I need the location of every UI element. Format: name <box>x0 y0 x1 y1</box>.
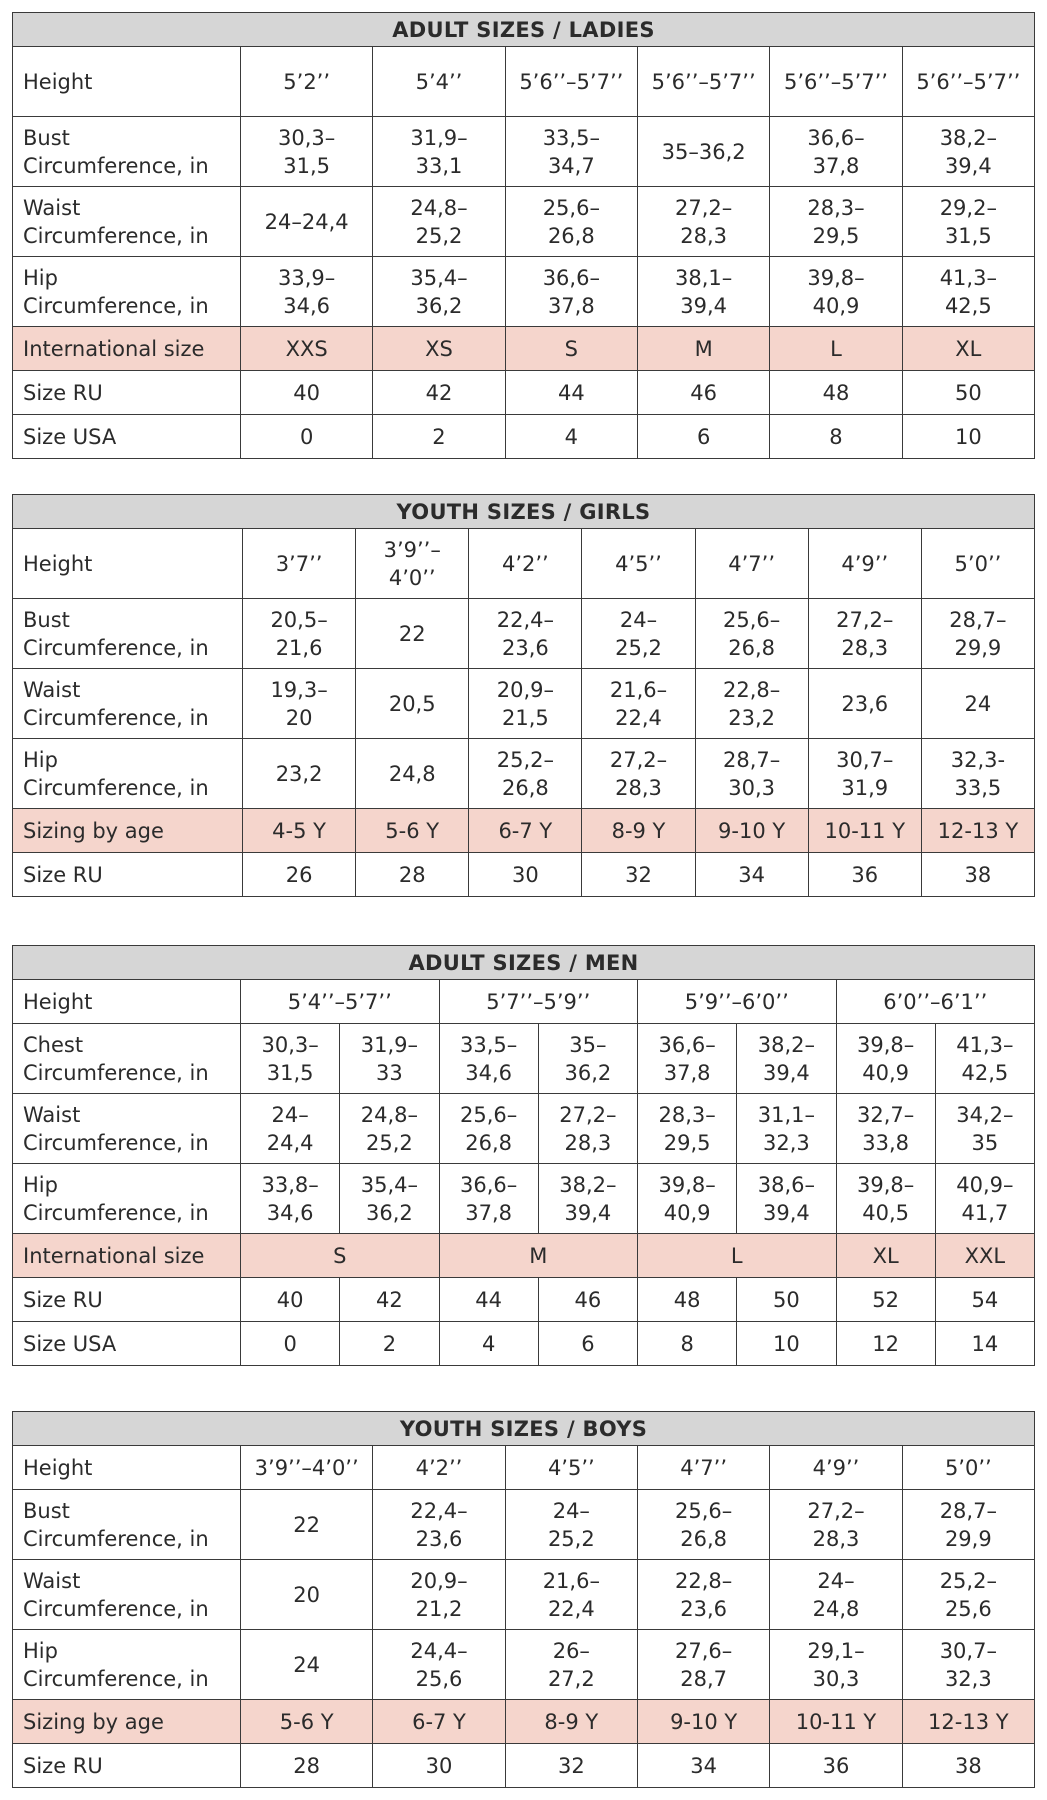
table-cell: 23,2 <box>243 739 356 809</box>
row-label: Bust Circumference, in <box>13 117 241 187</box>
table-cell: 12 <box>836 1322 935 1366</box>
table-cell: M <box>439 1234 638 1278</box>
table-row <box>13 529 1035 599</box>
table-cell: 8 <box>638 1322 737 1366</box>
row-label: International size <box>13 327 241 371</box>
table-cell: 8-9 Y <box>582 809 695 853</box>
row-label: Waist Circumference, in <box>13 1560 241 1630</box>
table-cell: 22,4– 23,6 <box>373 1490 505 1560</box>
table-cell: 24,8– 25,2 <box>340 1094 439 1164</box>
table-cell: 30,7– 32,3 <box>902 1630 1034 1700</box>
table-cell: 44 <box>505 371 637 415</box>
table-cell: 40 <box>241 1278 340 1322</box>
table-cell: 5-6 Y <box>356 809 469 853</box>
table-row <box>13 599 1035 669</box>
table-cell: 20,5 <box>356 669 469 739</box>
table-cell: XS <box>373 327 505 371</box>
table-cell: 25,2– 25,6 <box>902 1560 1034 1630</box>
table-cell: 39,8– 40,9 <box>770 257 902 327</box>
row-label: Waist Circumference, in <box>13 187 241 257</box>
table-cell: 33,9– 34,6 <box>241 257 373 327</box>
table-cell: 24,8 <box>356 739 469 809</box>
table-cell: 24 <box>921 669 1034 739</box>
table-cell: 31,9– 33,1 <box>373 117 505 187</box>
table-cell: 28,7– 29,9 <box>902 1490 1034 1560</box>
table-row <box>13 327 1035 371</box>
table-cell: 4’5’’ <box>582 529 695 599</box>
table-cell: 23,6 <box>808 669 921 739</box>
table-cell: 25,6– 26,8 <box>637 1490 769 1560</box>
row-label: Waist Circumference, in <box>13 1094 241 1164</box>
table-cell: 6 <box>538 1322 637 1366</box>
row-label: Chest Circumference, in <box>13 1024 241 1094</box>
table-cell: 27,6– 28,7 <box>637 1630 769 1700</box>
table-cell: 3’7’’ <box>243 529 356 599</box>
table-cell: 4’9’’ <box>770 1446 902 1490</box>
table-cell: 34,2– 35 <box>935 1094 1034 1164</box>
table-cell: 3’9’’–4’0’’ <box>241 1446 373 1490</box>
table-row <box>13 809 1035 853</box>
table-cell: 5’0’’ <box>902 1446 1034 1490</box>
table-row <box>13 47 1035 117</box>
table-cell: 4’2’’ <box>469 529 582 599</box>
table-cell: 4’7’’ <box>695 529 808 599</box>
table-row <box>13 1024 1035 1094</box>
table-cell: 25,2– 26,8 <box>469 739 582 809</box>
table-cell: 30 <box>469 853 582 897</box>
table-cell: 5’6’’–5’7’’ <box>637 47 769 117</box>
table-cell: 39,8– 40,9 <box>836 1024 935 1094</box>
table-cell: 0 <box>241 415 373 459</box>
table-cell: 25,6– 26,8 <box>505 187 637 257</box>
table-cell: XL <box>836 1234 935 1278</box>
row-label: Sizing by age <box>13 1700 241 1744</box>
table-cell: 28 <box>356 853 469 897</box>
table-cell: 24– 25,2 <box>582 599 695 669</box>
table-cell: 41,3– 42,5 <box>935 1024 1034 1094</box>
table-cell: L <box>638 1234 837 1278</box>
table-cell: XL <box>902 327 1034 371</box>
table-cell: 28,7– 29,9 <box>921 599 1034 669</box>
ladies-size-table <box>12 12 1035 459</box>
table-cell: S <box>505 327 637 371</box>
table-cell: 14 <box>935 1322 1034 1366</box>
table-row <box>13 669 1035 739</box>
table-cell: 5’6’’–5’7’’ <box>505 47 637 117</box>
table-cell: 33,5– 34,7 <box>505 117 637 187</box>
table-cell: 6-7 Y <box>373 1700 505 1744</box>
boys-size-table <box>12 1411 1035 1788</box>
table-cell: 5’9’’–6’0’’ <box>638 980 837 1024</box>
table-cell: 2 <box>340 1322 439 1366</box>
table-cell: 21,6– 22,4 <box>582 669 695 739</box>
table-cell: 33,8– 34,6 <box>241 1164 340 1234</box>
table-cell: 22 <box>356 599 469 669</box>
table-cell: 32 <box>582 853 695 897</box>
table-cell: 24,8– 25,2 <box>373 187 505 257</box>
table-cell: 50 <box>737 1278 836 1322</box>
table-cell: 28 <box>241 1744 373 1788</box>
table-cell: 46 <box>538 1278 637 1322</box>
table-cell: 35– 36,2 <box>538 1024 637 1094</box>
table-cell: 22 <box>241 1490 373 1560</box>
table-cell: L <box>770 327 902 371</box>
table-cell: 50 <box>902 371 1034 415</box>
girls-size-table <box>12 494 1035 897</box>
table-cell: 35,4– 36,2 <box>340 1164 439 1234</box>
table-cell: 30,3– 31,5 <box>241 1024 340 1094</box>
table-cell: 4 <box>505 415 637 459</box>
row-label: Waist Circumference, in <box>13 669 243 739</box>
table-row <box>13 1234 1035 1278</box>
table-title: ADULT SIZES / LADIES <box>13 13 1035 47</box>
table-cell: 10 <box>902 415 1034 459</box>
table-cell: 29,2– 31,5 <box>902 187 1034 257</box>
table-cell: 30,7– 31,9 <box>808 739 921 809</box>
table-cell: 36 <box>770 1744 902 1788</box>
table-cell: 5’4’’ <box>373 47 505 117</box>
table-cell: 12-13 Y <box>902 1700 1034 1744</box>
row-label: Height <box>13 47 241 117</box>
table-cell: 20,5– 21,6 <box>243 599 356 669</box>
table-title: YOUTH SIZES / BOYS <box>13 1412 1035 1446</box>
table-cell: 34 <box>695 853 808 897</box>
table-cell: 22,8– 23,2 <box>695 669 808 739</box>
table-cell: 27,2– 28,3 <box>582 739 695 809</box>
row-label: Bust Circumference, in <box>13 1490 241 1560</box>
table-row <box>13 1278 1035 1322</box>
table-cell: 4 <box>439 1322 538 1366</box>
table-cell: 10 <box>737 1322 836 1366</box>
table-cell: 30,3– 31,5 <box>241 117 373 187</box>
table-row <box>13 1094 1035 1164</box>
table-cell: 10-11 Y <box>808 809 921 853</box>
table-cell: 8-9 Y <box>505 1700 637 1744</box>
table-cell: 4’5’’ <box>505 1446 637 1490</box>
table-row <box>13 1744 1035 1788</box>
table-cell: 39,8– 40,9 <box>638 1164 737 1234</box>
table-row <box>13 415 1035 459</box>
table-cell: 39,8– 40,5 <box>836 1164 935 1234</box>
table-row <box>13 980 1035 1024</box>
table-cell: 28,3– 29,5 <box>638 1094 737 1164</box>
table-cell: 32,3- 33,5 <box>921 739 1034 809</box>
table-cell: 42 <box>340 1278 439 1322</box>
table-cell: 31,9– 33 <box>340 1024 439 1094</box>
table-cell: 5-6 Y <box>241 1700 373 1744</box>
table-row <box>13 739 1035 809</box>
row-label: Hip Circumference, in <box>13 1630 241 1700</box>
table-cell: 38,1– 39,4 <box>637 257 769 327</box>
table-cell: 5’4’’–5’7’’ <box>241 980 440 1024</box>
table-cell: 33,5– 34,6 <box>439 1024 538 1094</box>
table-cell: 27,2– 28,3 <box>808 599 921 669</box>
table-title: ADULT SIZES / MEN <box>13 946 1035 980</box>
table-cell: 5’2’’ <box>241 47 373 117</box>
table-cell: 44 <box>439 1278 538 1322</box>
table-cell: 4’9’’ <box>808 529 921 599</box>
row-label: Size RU <box>13 1278 241 1322</box>
table-cell: M <box>637 327 769 371</box>
table-row <box>13 117 1035 187</box>
table-cell: 24– 24,4 <box>241 1094 340 1164</box>
table-cell: 36,6– 37,8 <box>439 1164 538 1234</box>
table-cell: 26 <box>243 853 356 897</box>
row-label: Size USA <box>13 1322 241 1366</box>
table-cell: 6’0’’–6’1’’ <box>836 980 1035 1024</box>
table-cell: 48 <box>638 1278 737 1322</box>
table-cell: 27,2– 28,3 <box>637 187 769 257</box>
table-cell: 4-5 Y <box>243 809 356 853</box>
table-cell: S <box>241 1234 440 1278</box>
table-row <box>13 1630 1035 1700</box>
table-cell: 28,3– 29,5 <box>770 187 902 257</box>
table-cell: 40 <box>241 371 373 415</box>
table-cell: 52 <box>836 1278 935 1322</box>
table-cell: 20,9– 21,5 <box>469 669 582 739</box>
table-row <box>13 1164 1035 1234</box>
row-label: Size RU <box>13 853 243 897</box>
table-cell: 29,1– 30,3 <box>770 1630 902 1700</box>
table-cell: 41,3– 42,5 <box>902 257 1034 327</box>
table-cell: 5’0’’ <box>921 529 1034 599</box>
table-cell: 4’7’’ <box>637 1446 769 1490</box>
table-cell: 0 <box>241 1322 340 1366</box>
table-cell: 24–24,4 <box>241 187 373 257</box>
table-cell: 24– 25,2 <box>505 1490 637 1560</box>
table-cell: 36 <box>808 853 921 897</box>
table-row <box>13 1446 1035 1490</box>
table-cell: 20,9– 21,2 <box>373 1560 505 1630</box>
table-cell: XXL <box>935 1234 1034 1278</box>
row-label: Height <box>13 529 243 599</box>
table-cell: 6 <box>637 415 769 459</box>
table-cell: 20 <box>241 1560 373 1630</box>
table-cell: 38 <box>921 853 1034 897</box>
table-cell: 35,4– 36,2 <box>373 257 505 327</box>
table-cell: 22,4– 23,6 <box>469 599 582 669</box>
table-cell: 22,8– 23,6 <box>637 1560 769 1630</box>
table-cell: 3’9’’– 4’0’’ <box>356 529 469 599</box>
table-title: YOUTH SIZES / GIRLS <box>13 495 1035 529</box>
table-cell: 34 <box>637 1744 769 1788</box>
table-cell: 36,6– 37,8 <box>770 117 902 187</box>
table-cell: 32,7– 33,8 <box>836 1094 935 1164</box>
row-label: Size USA <box>13 415 241 459</box>
table-cell: 27,2– 28,3 <box>770 1490 902 1560</box>
table-row <box>13 1322 1035 1366</box>
table-cell: 27,2– 28,3 <box>538 1094 637 1164</box>
row-label: International size <box>13 1234 241 1278</box>
row-label: Sizing by age <box>13 809 243 853</box>
table-row <box>13 371 1035 415</box>
table-cell: 26– 27,2 <box>505 1630 637 1700</box>
row-label: Size RU <box>13 371 241 415</box>
row-label: Height <box>13 980 241 1024</box>
table-cell: 21,6– 22,4 <box>505 1560 637 1630</box>
table-row <box>13 187 1035 257</box>
table-cell: 38,2– 39,4 <box>902 117 1034 187</box>
table-cell: 25,6– 26,8 <box>695 599 808 669</box>
row-label: Bust Circumference, in <box>13 599 243 669</box>
table-row <box>13 257 1035 327</box>
table-cell: 8 <box>770 415 902 459</box>
table-cell: 2 <box>373 415 505 459</box>
table-cell: 38,6– 39,4 <box>737 1164 836 1234</box>
table-cell: 35–36,2 <box>637 117 769 187</box>
table-row <box>13 1700 1035 1744</box>
row-label: Height <box>13 1446 241 1490</box>
row-label: Hip Circumference, in <box>13 257 241 327</box>
table-cell: 4’2’’ <box>373 1446 505 1490</box>
table-cell: 5’7’’–5’9’’ <box>439 980 638 1024</box>
table-cell: 38,2– 39,4 <box>737 1024 836 1094</box>
table-cell: 54 <box>935 1278 1034 1322</box>
table-cell: 38 <box>902 1744 1034 1788</box>
table-cell: 24,4– 25,6 <box>373 1630 505 1700</box>
table-cell: 48 <box>770 371 902 415</box>
table-cell: 19,3– 20 <box>243 669 356 739</box>
table-cell: 6-7 Y <box>469 809 582 853</box>
table-cell: 46 <box>637 371 769 415</box>
table-cell: 5’6’’–5’7’’ <box>902 47 1034 117</box>
men-size-table <box>12 945 1035 1366</box>
table-cell: 5’6’’–5’7’’ <box>770 47 902 117</box>
table-cell: 40,9– 41,7 <box>935 1164 1034 1234</box>
row-label: Hip Circumference, in <box>13 1164 241 1234</box>
table-row <box>13 1490 1035 1560</box>
table-cell: 31,1– 32,3 <box>737 1094 836 1164</box>
table-row <box>13 1560 1035 1630</box>
table-cell: 30 <box>373 1744 505 1788</box>
table-cell: 24 <box>241 1630 373 1700</box>
table-cell: 9-10 Y <box>637 1700 769 1744</box>
table-cell: 10-11 Y <box>770 1700 902 1744</box>
table-cell: 36,6– 37,8 <box>505 257 637 327</box>
table-cell: 42 <box>373 371 505 415</box>
table-cell: 32 <box>505 1744 637 1788</box>
table-cell: 25,6– 26,8 <box>439 1094 538 1164</box>
table-row <box>13 853 1035 897</box>
table-cell: 36,6– 37,8 <box>638 1024 737 1094</box>
row-label: Size RU <box>13 1744 241 1788</box>
table-cell: 38,2– 39,4 <box>538 1164 637 1234</box>
table-cell: 24– 24,8 <box>770 1560 902 1630</box>
table-cell: 28,7– 30,3 <box>695 739 808 809</box>
table-cell: XXS <box>241 327 373 371</box>
row-label: Hip Circumference, in <box>13 739 243 809</box>
table-cell: 12-13 Y <box>921 809 1034 853</box>
table-cell: 9-10 Y <box>695 809 808 853</box>
